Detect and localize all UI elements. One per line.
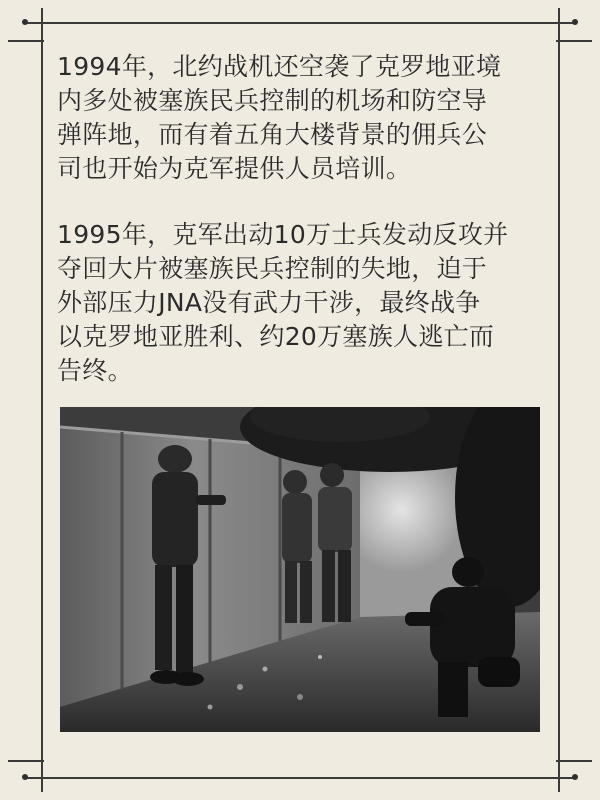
frame-bottom-right-short: [556, 760, 592, 762]
war-photo: [60, 407, 540, 732]
paragraph-1995: 1995年，克军出动10万士兵发动反攻并 夺回大片被塞族民兵控制的失地，迫于 外部压力JNA没有武力干涉，最终战争 以克罗地亚胜利、约20万塞族人逃亡而 告终。: [57, 220, 509, 385]
corner-dot-top-left: [22, 19, 28, 25]
frame-top-right-short: [556, 40, 592, 42]
frame-bottom-line: [24, 777, 576, 779]
frame-left-line: [41, 8, 43, 792]
corner-dot-top-right: [572, 19, 578, 25]
paragraph-1994: 1994年，北约战机还空袭了克罗地亚境 内多处被塞族民兵控制的机场和防空导 弹阵地，而有着五角大楼背景的佣兵公 司也开始为克军提供人员培训。: [57, 52, 502, 183]
frame-right-line: [558, 8, 560, 792]
frame-top-line: [24, 22, 576, 24]
frame-top-left-short: [8, 40, 44, 42]
corner-dot-bottom-right: [572, 774, 578, 780]
frame-bottom-left-short: [8, 760, 44, 762]
corner-dot-bottom-left: [22, 774, 28, 780]
